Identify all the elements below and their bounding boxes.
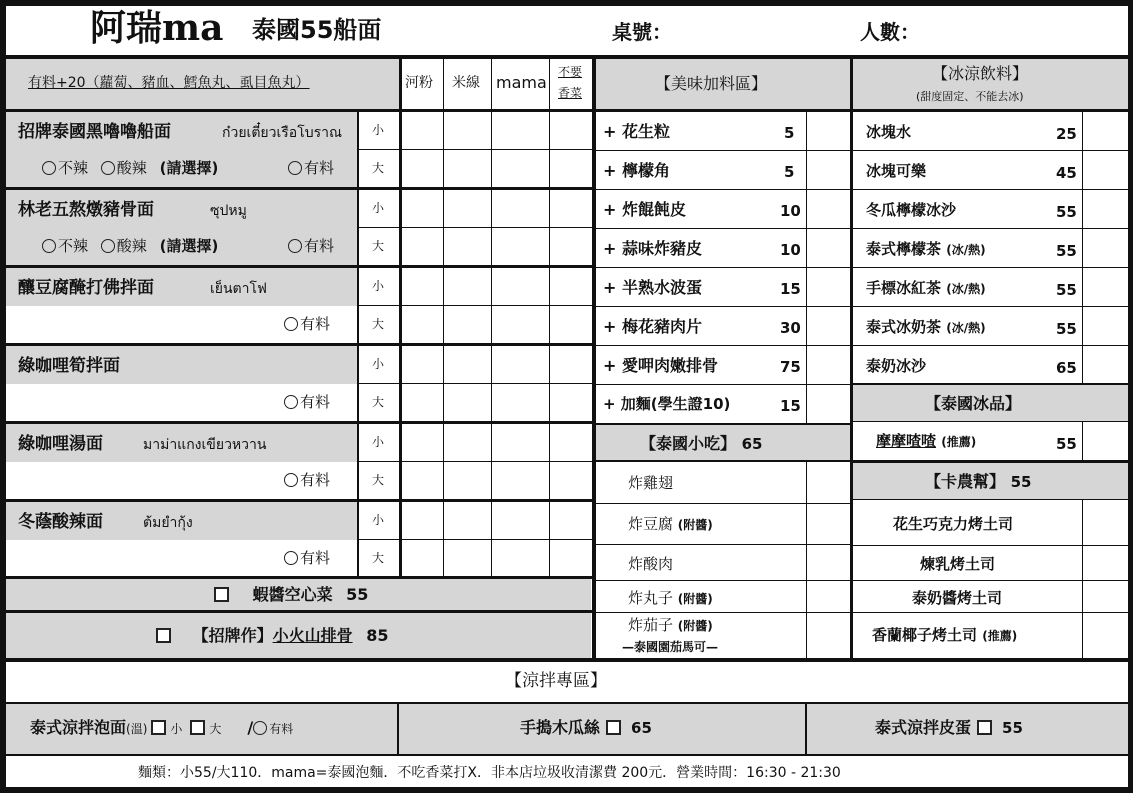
side1-label: 蝦醬空心菜 bbox=[252, 585, 333, 604]
toast-4: 香蘭椰子烤土司 (推薦) bbox=[872, 626, 1018, 644]
size-large: 大 bbox=[372, 395, 385, 409]
topping-radio[interactable] bbox=[284, 395, 298, 409]
addon-title: 【美味加料區】 bbox=[655, 74, 768, 93]
addon-price-2: 5 bbox=[784, 163, 795, 181]
col-hefen: 河粉 bbox=[405, 75, 433, 91]
drink-label-4: 泰式檸檬茶 (冰/熱) bbox=[866, 240, 986, 258]
drink-label-3: 冬瓜檸檬冰沙 bbox=[866, 201, 957, 219]
topping-option-5[interactable] bbox=[284, 473, 330, 488]
topping-radio[interactable] bbox=[284, 317, 298, 331]
col-no-coriander-2: 香菜 bbox=[558, 86, 583, 100]
size-small: 小 bbox=[372, 279, 385, 293]
icy-item: 摩摩喳喳 (推薦) bbox=[876, 432, 977, 450]
topping-option-2[interactable] bbox=[288, 239, 334, 254]
noodle-thai-3: เย็นตาโฟ bbox=[210, 281, 267, 297]
size-large: 大 bbox=[372, 551, 385, 565]
noodle-name-3: 釀豆腐醃打佛拌面 bbox=[18, 278, 154, 298]
toast-title: 【卡農幫】 55 bbox=[925, 472, 1032, 491]
cold-item-1: 泰式涼拌泡面(溫) 小 大 / 有料 bbox=[30, 718, 294, 737]
size-large: 大 bbox=[372, 473, 385, 487]
topping-label: 有料 bbox=[300, 393, 331, 411]
checkbox-icon[interactable] bbox=[977, 720, 992, 735]
no-spicy-label: 不辣 bbox=[58, 237, 89, 255]
size-large: 大 bbox=[372, 239, 385, 253]
size-small: 小 bbox=[372, 357, 385, 371]
addon-label-5: + 半熟水波蛋 bbox=[603, 278, 702, 297]
sour-spicy-radio[interactable] bbox=[101, 239, 115, 253]
col-no-coriander-1: 不要 bbox=[558, 65, 583, 79]
drink-price-3: 55 bbox=[1056, 203, 1077, 221]
sour-spicy-label: 酸辣 bbox=[116, 159, 147, 177]
toast-1: 花生巧克力烤土司 bbox=[893, 515, 1014, 533]
addon-price-5: 15 bbox=[780, 280, 801, 298]
snack-3: 炸酸肉 bbox=[628, 555, 674, 573]
snack-title: 【泰國小吃】 65 bbox=[640, 434, 763, 453]
addon-label-2: + 檸檬角 bbox=[603, 161, 670, 180]
snack-1: 炸雞翅 bbox=[628, 474, 674, 492]
topping-label: 有料 bbox=[304, 237, 335, 255]
addon-label-7: + 愛呷肉嫩排骨 bbox=[603, 356, 718, 375]
sour-spicy-radio[interactable] bbox=[101, 161, 115, 175]
addon-price-4: 10 bbox=[780, 241, 801, 259]
noodle-options-2 bbox=[42, 239, 218, 254]
snack-5-sub: —泰國園茄馬可— bbox=[622, 640, 719, 654]
icy-title: 【泰國冰品】 bbox=[925, 394, 1022, 413]
sour-spicy-label: 酸辣 bbox=[116, 237, 147, 255]
size-small: 小 bbox=[372, 435, 385, 449]
topping-option-1[interactable] bbox=[288, 161, 334, 176]
drink-label-1: 冰塊水 bbox=[866, 123, 912, 141]
drink-price-1: 25 bbox=[1056, 125, 1077, 143]
drink-price-6: 55 bbox=[1056, 320, 1077, 338]
noodle-thai-6: ต้มยำกุ้ง bbox=[143, 515, 193, 531]
icy-price: 55 bbox=[1056, 435, 1077, 453]
size-small: 小 bbox=[372, 201, 385, 215]
checkbox-icon[interactable] bbox=[190, 720, 205, 735]
party-size-label: 人數： bbox=[860, 20, 920, 44]
drink-label-7: 泰奶冰沙 bbox=[866, 357, 927, 375]
snack-5: 炸茄子 (附醬) bbox=[628, 616, 713, 634]
side2-label: 小火山排骨 bbox=[272, 626, 353, 645]
side2-prefix: 【招牌作】 bbox=[192, 626, 273, 645]
side2-price: 85 bbox=[366, 626, 389, 645]
choose-note: (請選擇) bbox=[159, 159, 219, 177]
shop-title: 泰國55船面 bbox=[252, 16, 382, 44]
noodle-name-1: 招牌泰國黑嚕嚕船面 bbox=[18, 122, 171, 142]
topping-option-4[interactable] bbox=[284, 395, 330, 410]
drink-label-5: 手標冰紅茶 (冰/熱) bbox=[866, 279, 986, 297]
drink-price-4: 55 bbox=[1056, 242, 1077, 260]
noodle-thai-5: มาม่าแกงเขียวหวาน bbox=[143, 437, 267, 453]
addon-label-1: + 花生粒 bbox=[603, 122, 670, 141]
footer-note: 麵類：小55/大110．mama=泰國泡麵．不吃香菜打X．非本店垃圾收清潔費 200元．營業時間：16:30 - 21:30 bbox=[138, 765, 841, 781]
checkbox-icon[interactable] bbox=[606, 720, 621, 735]
addon-price-7: 75 bbox=[780, 358, 801, 376]
noodle-name-6: 冬蔭酸辣面 bbox=[18, 512, 103, 532]
drink-label-6: 泰式冰奶茶 (冰/熱) bbox=[866, 318, 986, 336]
addon-price-6: 30 bbox=[780, 319, 801, 337]
table-number-label: 桌號： bbox=[612, 20, 672, 44]
size-small: 小 bbox=[372, 513, 385, 527]
topping-label: 有料 bbox=[304, 159, 335, 177]
no-spicy-radio[interactable] bbox=[42, 239, 56, 253]
col-mixian: 米線 bbox=[452, 75, 480, 91]
topping-note: 有料+20（蘿蔔、豬血、鱈魚丸、虱目魚丸） bbox=[28, 75, 310, 91]
topping-option-3[interactable] bbox=[284, 317, 330, 332]
noodle-options-1 bbox=[42, 161, 218, 176]
noodle-name-5: 綠咖哩湯面 bbox=[18, 434, 103, 454]
snack-4: 炸丸子 (附醬) bbox=[628, 589, 713, 607]
topping-radio[interactable] bbox=[253, 721, 267, 735]
noodle-thai-2: ซุปหมู bbox=[210, 203, 247, 219]
toast-3: 泰奶醬烤土司 bbox=[912, 589, 1003, 607]
drink-title: 【冰涼飲料】 bbox=[932, 64, 1029, 83]
addon-label-4: + 蒜味炸豬皮 bbox=[603, 239, 702, 258]
addon-label-3: + 炸餛飩皮 bbox=[603, 200, 686, 219]
choose-note: (請選擇) bbox=[159, 237, 219, 255]
side-dish-2[interactable] bbox=[152, 628, 388, 644]
size-small: 小 bbox=[372, 123, 385, 137]
topping-label: 有料 bbox=[300, 315, 331, 333]
topping-label: 有料 bbox=[300, 549, 331, 567]
cold-item-2: 手搗木瓜絲 65 bbox=[520, 718, 652, 737]
topping-option-6[interactable] bbox=[284, 551, 330, 566]
noodle-name-4: 綠咖哩筍拌面 bbox=[18, 356, 120, 376]
topping-radio[interactable] bbox=[288, 161, 302, 175]
checkbox-icon[interactable] bbox=[151, 720, 166, 735]
topping-radio[interactable] bbox=[288, 239, 302, 253]
addon-label-8: + 加麵(學生證10) bbox=[603, 395, 731, 413]
snack-2: 炸豆腐 (附醬) bbox=[628, 515, 713, 533]
drink-price-7: 65 bbox=[1056, 359, 1077, 377]
brand-name: 阿瑞ma bbox=[90, 7, 224, 49]
drink-price-2: 45 bbox=[1056, 164, 1077, 182]
topping-radio[interactable] bbox=[284, 473, 298, 487]
topping-label: 有料 bbox=[300, 471, 331, 489]
no-spicy-radio[interactable] bbox=[42, 161, 56, 175]
size-large: 大 bbox=[372, 317, 385, 331]
cold-title: 【涼拌專區】 bbox=[505, 671, 607, 691]
drink-price-5: 55 bbox=[1056, 281, 1077, 299]
cold-item-3: 泰式涼拌皮蛋 55 bbox=[875, 718, 1023, 737]
addon-label-6: + 梅花豬肉片 bbox=[603, 317, 702, 336]
noodle-thai-1: ก๋วยเตี๋ยวเรือโบราณ bbox=[222, 125, 342, 141]
col-mama: mama bbox=[496, 73, 547, 92]
side1-price: 55 bbox=[346, 585, 369, 604]
topping-radio[interactable] bbox=[284, 551, 298, 565]
drink-subtitle: (甜度固定、不能去冰) bbox=[916, 90, 1024, 103]
addon-price-8: 15 bbox=[780, 397, 801, 415]
checkbox-icon[interactable] bbox=[214, 587, 229, 602]
addon-price-3: 10 bbox=[780, 202, 801, 220]
noodle-name-2: 林老五熬燉豬骨面 bbox=[18, 200, 154, 220]
size-large: 大 bbox=[372, 161, 385, 175]
no-spicy-label: 不辣 bbox=[58, 159, 89, 177]
drink-label-2: 冰塊可樂 bbox=[866, 162, 927, 180]
toast-2: 煉乳烤土司 bbox=[920, 555, 996, 573]
side-dish-1[interactable] bbox=[210, 587, 368, 603]
checkbox-icon[interactable] bbox=[156, 628, 171, 643]
addon-price-1: 5 bbox=[784, 124, 795, 142]
